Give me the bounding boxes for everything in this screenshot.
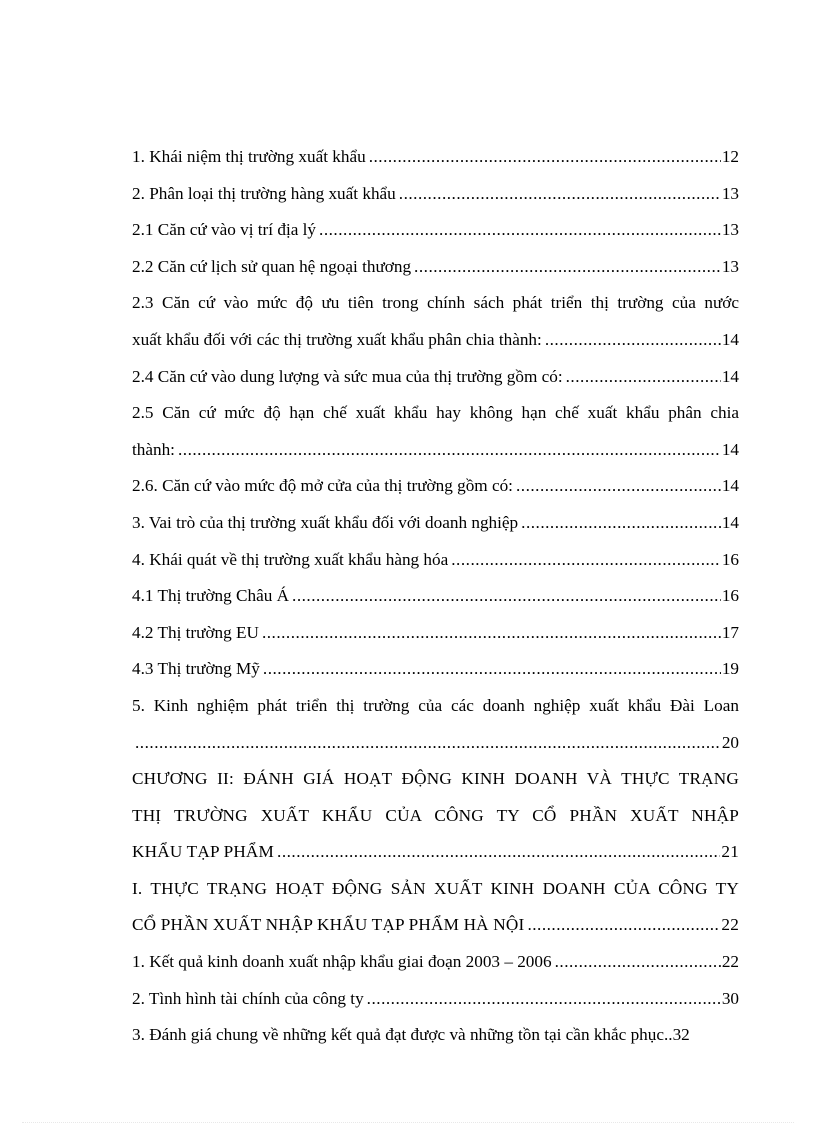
toc-entry-title-line: 2.3 Căn cứ vào mức độ ưu tiên trong chính sách phát triển thị trường của nước <box>132 293 739 313</box>
toc-entry[interactable] <box>132 907 739 944</box>
toc-entry-title: 3. Đánh giá chung về những kết quả đạt được và những tồn tại cần khắc phục <box>132 1025 664 1045</box>
toc-entry[interactable] <box>132 139 739 176</box>
toc-entry-title: 2.6. Căn cứ vào mức độ mở cửa của thị trường gồm có: <box>132 476 513 496</box>
toc-leader-dots <box>516 468 721 505</box>
toc-leader-dots <box>527 907 720 944</box>
toc-entry-title: xuất khẩu đối với các thị trường xuất khẩu phân chia thành: <box>132 329 542 349</box>
toc-page-number: 32 <box>672 1025 690 1045</box>
toc-page-number: 13 <box>721 256 739 276</box>
toc-entry-title: 2. Phân loại thị trường hàng xuất khẩu <box>132 183 396 203</box>
toc-page-number: 14 <box>721 512 739 532</box>
toc-leader-dots <box>521 505 721 542</box>
toc-entry[interactable] <box>132 505 739 542</box>
table-of-contents <box>132 139 739 1054</box>
toc-entry[interactable] <box>132 615 739 652</box>
toc-leader-dots <box>319 212 721 249</box>
toc-entry[interactable] <box>132 578 739 615</box>
toc-leader-dots <box>292 578 721 615</box>
toc-page-number: 13 <box>721 220 739 240</box>
toc-page-number: 16 <box>721 549 739 569</box>
toc-entry[interactable] <box>132 249 739 286</box>
toc-page-number: 19 <box>721 659 739 679</box>
toc-entry-title-line: I. THỰC TRẠNG HOẠT ĐỘNG SẢN XUẤT KINH DOANH CỦA CÔNG TY <box>132 878 739 898</box>
toc-page-number: 22 <box>721 915 739 935</box>
toc-leader-dots <box>566 359 721 396</box>
toc-page-number: 30 <box>721 988 739 1008</box>
toc-leader-dots <box>135 725 721 762</box>
toc-entry-title-line: THỊ TRƯỜNG XUẤT KHẨU CỦA CÔNG TY CỔ PHẦN XUẤT NHẬP <box>132 805 739 825</box>
toc-page-number: 16 <box>721 586 739 606</box>
toc-leader-dots <box>262 615 721 652</box>
toc-entry[interactable] <box>132 542 739 579</box>
toc-entry[interactable] <box>132 212 739 249</box>
toc-leader-dots <box>263 651 721 688</box>
toc-entry-title: thành: <box>132 439 175 459</box>
toc-entry-title: 4.3 Thị trường Mỹ <box>132 659 260 679</box>
toc-entry-title-line: 2.5 Căn cứ mức độ hạn chế xuất khẩu hay không hạn chế xuất khẩu phân chia <box>132 403 739 423</box>
toc-entry-title: CỔ PHẦN XUẤT NHẬP KHẨU TẠP PHẨM HÀ NỘI <box>132 915 525 935</box>
toc-page-number: 21 <box>721 842 739 862</box>
toc-leader-dots <box>277 834 720 871</box>
toc-entry[interactable] <box>132 834 739 871</box>
toc-page-number: 20 <box>721 732 739 752</box>
toc-entry-title: 4.1 Thị trường Châu Á <box>132 586 290 606</box>
toc-page-number: 22 <box>721 952 739 972</box>
toc-entry-title: 2.4 Căn cứ vào dung lượng và sức mua của thị trường gồm có: <box>132 366 563 386</box>
toc-entry-title: 4. Khái quát về thị trường xuất khẩu hàng hóa <box>132 549 449 569</box>
toc-leader-dots <box>555 944 721 981</box>
toc-entry-title: 2. Tình hình tài chính của công ty <box>132 988 364 1008</box>
toc-entry-title: 1. Kết quả kinh doanh xuất nhập khẩu giai đoạn 2003 – 2006 <box>132 952 552 972</box>
toc-leader-dots <box>545 322 721 359</box>
toc-entry-title: 3. Vai trò của thị trường xuất khẩu đối với doanh nghiệp <box>132 512 519 532</box>
toc-entry-title: 2.2 Căn cứ lịch sử quan hệ ngoại thương <box>132 256 412 276</box>
toc-page-number: 14 <box>721 366 739 386</box>
toc-entry-title: 1. Khái niệm thị trường xuất khẩu <box>132 147 366 166</box>
toc-entry-title: 4.2 Thị trường EU <box>132 622 259 642</box>
toc-entry[interactable] <box>132 725 739 762</box>
toc-page-number: 17 <box>721 622 739 642</box>
toc-leader-dots <box>369 139 721 176</box>
toc-page-number: 14 <box>721 329 739 349</box>
toc-entry[interactable] <box>132 981 739 1018</box>
toc-leader-dots <box>367 981 721 1018</box>
toc-entry-title-line: CHƯƠNG II: ĐÁNH GIÁ HOẠT ĐỘNG KINH DOANH VÀ THỰC TRẠNG <box>132 769 739 789</box>
toc-entry[interactable] <box>132 176 739 213</box>
toc-entry[interactable] <box>132 359 739 396</box>
toc-leader-dots <box>178 432 721 469</box>
toc-entry[interactable] <box>132 468 739 505</box>
toc-entry[interactable] <box>132 944 739 981</box>
toc-entry[interactable] <box>132 1017 739 1054</box>
toc-entry-title: KHẨU TẠP PHẨM <box>132 842 275 862</box>
toc-entry[interactable] <box>132 432 739 469</box>
toc-entry[interactable] <box>132 651 739 688</box>
toc-page-number: 14 <box>721 476 739 496</box>
toc-entry-title: 2.1 Căn cứ vào vị trí địa lý <box>132 220 317 240</box>
toc-entry-title-line: 5. Kinh nghiệm phát triển thị trường của các doanh nghiệp xuất khẩu Đài Loan <box>132 695 739 715</box>
toc-leader-dots: .. <box>663 1025 673 1045</box>
toc-page-number: 13 <box>721 183 739 203</box>
toc-leader-dots <box>451 542 721 579</box>
toc-leader-dots <box>399 176 721 213</box>
toc-page-number: 12 <box>721 147 739 166</box>
toc-page-number: 14 <box>721 439 739 459</box>
toc-leader-dots <box>414 249 721 286</box>
toc-entry[interactable] <box>132 322 739 359</box>
